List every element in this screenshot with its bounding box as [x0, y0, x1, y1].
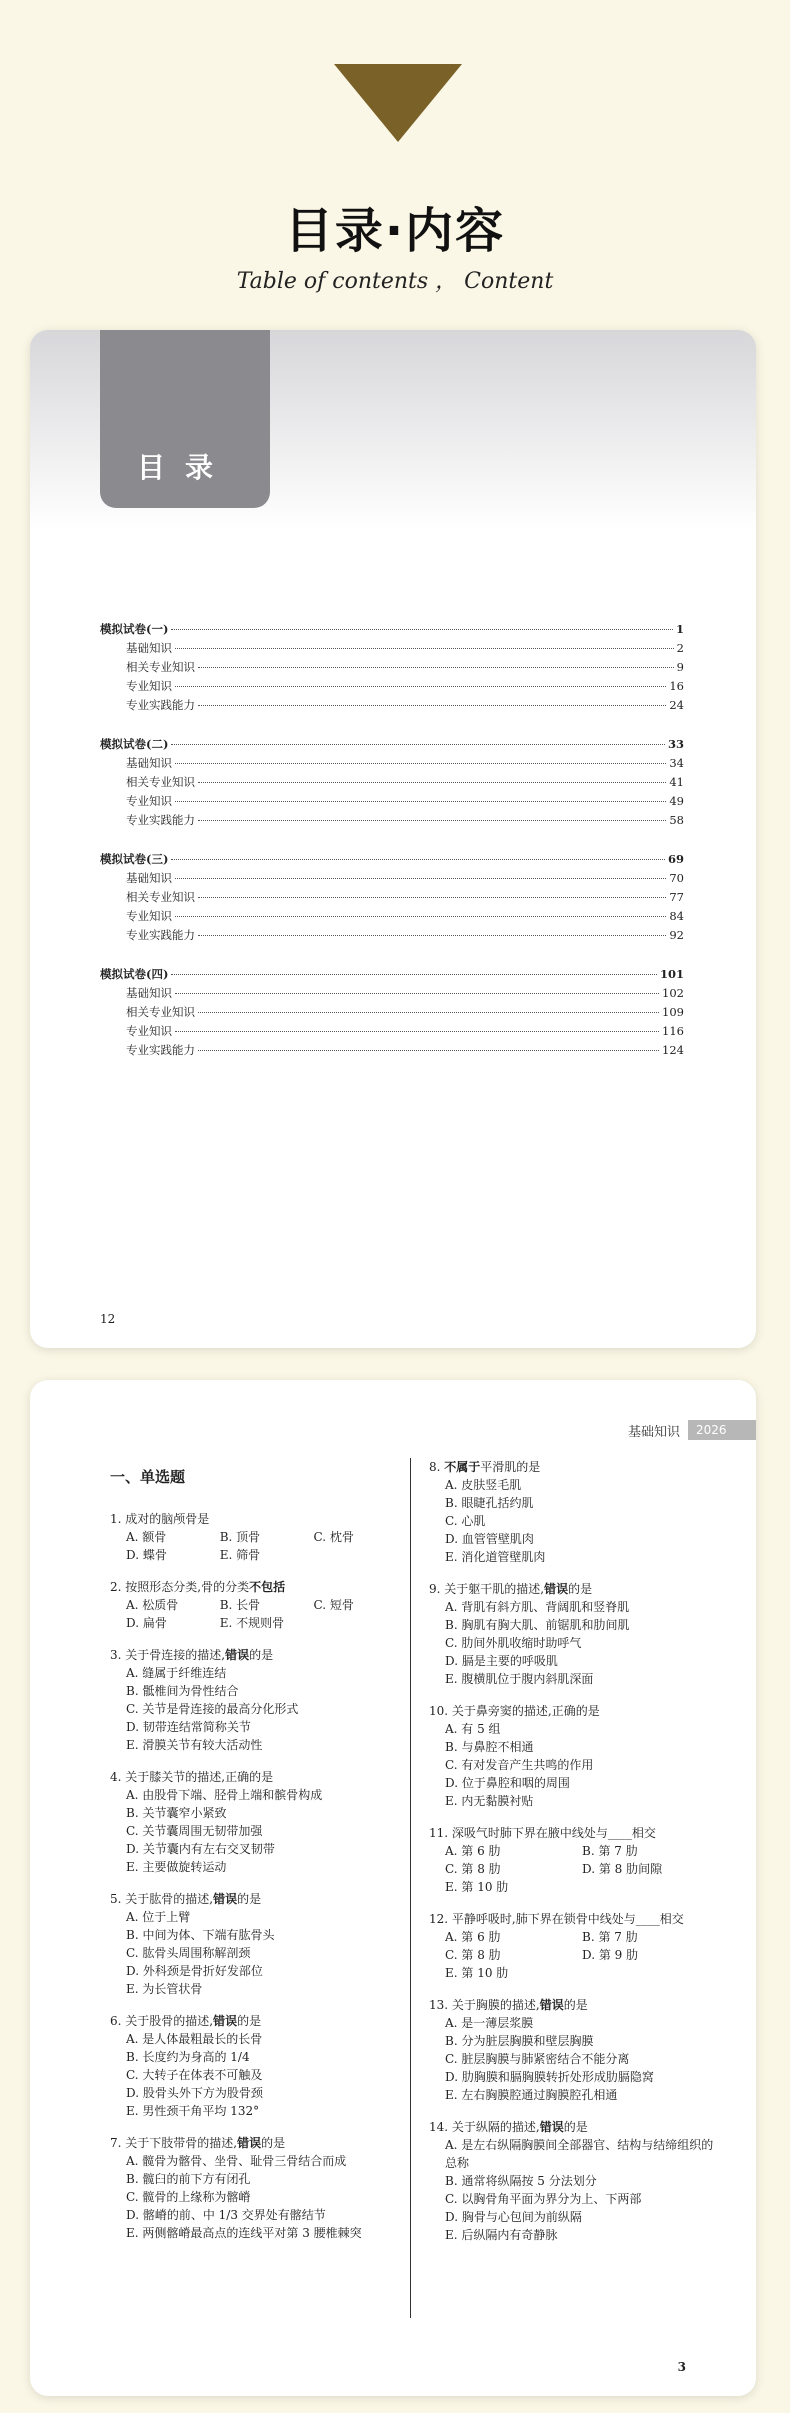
- question-options: [110, 1786, 410, 1876]
- toc-item-label: 基础知识: [126, 871, 172, 885]
- question-option: D. 股骨头外下方为股骨颈: [126, 2086, 263, 2100]
- toc-item-row: [100, 888, 684, 907]
- question-option: A. 有 5 组: [445, 1722, 501, 1736]
- running-header-year: 2026: [688, 1420, 756, 1440]
- toc-tab: [100, 330, 270, 508]
- toc-item-page: 92: [669, 928, 684, 942]
- question: [429, 2118, 719, 2244]
- question-text: [110, 1510, 410, 1528]
- question: [429, 1910, 719, 1982]
- question-option: B. 关节囊窄小紧致: [126, 1806, 227, 1820]
- question-option: A. 位于上臂: [126, 1910, 191, 1924]
- question-option: E. 滑膜关节有较大活动性: [126, 1738, 263, 1752]
- question-option: A. 背肌有斜方肌、背阔肌和竖脊肌: [445, 1600, 630, 1614]
- question-text: [110, 2134, 410, 2152]
- question-options: [110, 1596, 410, 1632]
- question-options: [429, 1720, 719, 1810]
- toc-section: [100, 850, 684, 945]
- question: [110, 2012, 410, 2120]
- toc-item-label: 专业实践能力: [126, 928, 195, 942]
- toc-leader: [175, 763, 666, 764]
- toc-section-page: 1: [675, 622, 684, 636]
- question-option: D. 关节囊内有左右交叉韧带: [126, 1842, 275, 1856]
- question-text: [429, 1580, 719, 1598]
- question: [429, 1824, 719, 1896]
- question-text-post: 的是: [237, 1892, 262, 1906]
- question-option: A. 额骨: [126, 1530, 167, 1544]
- question-option: E. 第 10 肋: [445, 1880, 509, 1894]
- question-option: B. 长度约为身高的 1/4: [126, 2050, 250, 2064]
- question-options: [429, 1842, 719, 1896]
- question-text: [110, 1646, 410, 1664]
- toc-item-row: [100, 1041, 684, 1060]
- running-header-label: 基础知识: [627, 1424, 680, 1440]
- question-text-post: 平滑肌的是: [480, 1460, 541, 1474]
- question-option: C. 枕骨: [313, 1530, 354, 1544]
- toc-section-title: 模拟试卷(二): [100, 737, 169, 751]
- toc-list: [100, 620, 684, 1080]
- question-option: B. 髋臼的前下方有闭孔: [126, 2172, 251, 2186]
- question-option: B. 与鼻腔不相通: [445, 1740, 534, 1754]
- question-text-emphasis: 错误: [539, 2120, 564, 2134]
- toc-item-page: 2: [676, 641, 684, 655]
- question-option: E. 内无黏膜衬贴: [445, 1794, 534, 1808]
- question-options: [429, 1476, 719, 1566]
- toc-item-label: 专业实践能力: [126, 813, 195, 827]
- question-text-post: 的是: [249, 1648, 274, 1662]
- question-option: E. 不规则骨: [219, 1616, 285, 1630]
- content-card: [30, 1380, 756, 2396]
- question-options: [429, 2014, 719, 2104]
- question-text: [429, 1910, 719, 1928]
- question-text-pre: 6. 关于股骨的描述,: [110, 2014, 214, 2028]
- left-column: [110, 1458, 410, 2256]
- question-options: [110, 2030, 410, 2120]
- toc-item-label: 基础知识: [126, 986, 172, 1000]
- question-option: B. 长骨: [219, 1598, 261, 1612]
- question-text-pre: 13. 关于胸膜的描述,: [429, 1998, 540, 2012]
- question-option: A. 髋骨为髂骨、坐骨、耻骨三骨结合而成: [126, 2154, 347, 2168]
- toc-section-row: [100, 850, 684, 869]
- question-options: [110, 1528, 410, 1564]
- question-option: C. 有对发音产生共鸣的作用: [445, 1758, 594, 1772]
- toc-item-label: 专业知识: [126, 679, 172, 693]
- question-text: [110, 1578, 410, 1596]
- toc-leader: [175, 648, 674, 649]
- toc-section-row: [100, 620, 684, 639]
- question-option: E. 消化道管壁肌肉: [445, 1550, 546, 1564]
- toc-leader: [175, 801, 666, 802]
- question-option: D. 血管管壁肌肉: [445, 1532, 534, 1546]
- toc-page-number: 12: [100, 1312, 116, 1326]
- question-option: D. 扁骨: [126, 1616, 167, 1630]
- toc-section-title: 模拟试卷(三): [100, 852, 169, 866]
- toc-item-page: 102: [662, 986, 684, 1000]
- question-options: [429, 2136, 719, 2244]
- question-text-pre: 10. 关于鼻旁窦的描述,正确的是: [429, 1704, 600, 1718]
- question-option: A. 第 6 肋: [445, 1844, 501, 1858]
- toc-item-row: [100, 754, 684, 773]
- question-option: E. 为长管状骨: [126, 1982, 203, 1996]
- toc-item-row: [100, 1022, 684, 1041]
- question-options: [110, 2152, 410, 2242]
- toc-leader: [175, 878, 666, 879]
- question-text-pre: 2. 按照形态分类,骨的分类: [110, 1580, 250, 1594]
- toc-item-row: [100, 1003, 684, 1022]
- question-option: B. 胸肌有胸大肌、前锯肌和肋间肌: [445, 1618, 630, 1632]
- question-option: D. 膈是主要的呼吸肌: [445, 1654, 558, 1668]
- toc-item-label: 专业知识: [126, 1024, 172, 1038]
- question: [429, 1702, 719, 1810]
- question-text-emphasis: 错误: [539, 1998, 564, 2012]
- toc-leader: [171, 629, 673, 630]
- toc-item-label: 专业知识: [126, 794, 172, 808]
- question-text-post: 的是: [237, 2014, 262, 2028]
- toc-leader: [198, 897, 666, 898]
- question-option: C. 肱骨头周围称解剖颈: [126, 1946, 251, 1960]
- toc-item-page: 16: [669, 679, 684, 693]
- toc-item-page: 58: [669, 813, 684, 827]
- question-option: C. 第 8 肋: [445, 1862, 501, 1876]
- question-option: C. 大转子在体表不可触及: [126, 2068, 263, 2082]
- question-text-emphasis: 不包括: [249, 1580, 286, 1594]
- question-option: C. 以胸骨角平面为界分为上、下两部: [445, 2192, 642, 2206]
- question-option: D. 韧带连结常简称关节: [126, 1720, 251, 1734]
- question-option: B. 中间为体、下端有肱骨头: [126, 1928, 275, 1942]
- question-option: A. 缝属于纤维连结: [126, 1666, 227, 1680]
- page-subtitle: Table of contents ， Content: [236, 269, 554, 294]
- section-heading: 一、单选题: [110, 1468, 186, 1486]
- question-option: A. 第 6 肋: [445, 1930, 501, 1944]
- toc-item-page: 109: [662, 1005, 684, 1019]
- toc-tab-label: 目录: [136, 451, 233, 484]
- question-option: B. 分为脏层胸膜和壁层胸膜: [445, 2034, 594, 2048]
- toc-item-row: [100, 696, 684, 715]
- toc-item-page: 124: [662, 1043, 684, 1057]
- question-option: B. 眼睫孔括约肌: [445, 1496, 534, 1510]
- question-text-emphasis: 错误: [544, 1582, 569, 1596]
- toc-item-page: 70: [669, 871, 684, 885]
- toc-leader: [175, 916, 666, 917]
- question-text-pre: 11. 深吸气时肺下界在腋中线处与____相交: [429, 1826, 656, 1840]
- toc-leader: [171, 974, 657, 975]
- question-text: [429, 2118, 719, 2136]
- question-option: A. 由股骨下端、胫骨上端和髌骨构成: [126, 1788, 323, 1802]
- question-option: C. 关节是骨连接的最高分化形式: [126, 1702, 299, 1716]
- question-option: D. 肋胸膜和膈胸膜转折处形成肋膈隐窝: [445, 2070, 654, 2084]
- toc-section: [100, 620, 684, 715]
- toc-section: [100, 965, 684, 1060]
- question-text-post: 的是: [563, 2120, 588, 2134]
- toc-leader: [171, 744, 665, 745]
- toc-item-page: 84: [669, 909, 684, 923]
- toc-item-row: [100, 792, 684, 811]
- question-option: E. 左右胸膜腔通过胸膜腔孔相通: [445, 2088, 618, 2102]
- question-option: B. 第 7 肋: [582, 1930, 638, 1944]
- toc-section-row: [100, 735, 684, 754]
- toc-item-row: [100, 639, 684, 658]
- question-option: D. 胸骨与心包间为前纵隔: [445, 2210, 582, 2224]
- question-option: B. 通常将纵隔按 5 分法划分: [445, 2174, 597, 2188]
- right-column: [410, 1458, 719, 2318]
- toc-leader: [198, 935, 666, 936]
- question-options: [429, 1598, 719, 1688]
- question-option: B. 第 7 肋: [582, 1844, 638, 1858]
- question: [429, 1458, 719, 1566]
- question-option: C. 第 8 肋: [445, 1948, 501, 1962]
- toc-leader: [198, 820, 666, 821]
- question-option: C. 脏层胸膜与肺紧密结合不能分离: [445, 2052, 630, 2066]
- toc-leader: [175, 1031, 659, 1032]
- question-text-pre: 4. 关于膝关节的描述,正确的是: [110, 1770, 274, 1784]
- question-option: D. 蝶骨: [126, 1548, 167, 1562]
- question-text: [110, 1768, 410, 1786]
- toc-item-page: 77: [669, 890, 684, 904]
- content-page-number: 3: [677, 2360, 686, 2374]
- toc-section: [100, 735, 684, 830]
- question: [110, 1890, 410, 1998]
- question-text: [429, 1996, 719, 2014]
- toc-item-row: [100, 984, 684, 1003]
- header-triangle-icon: [334, 64, 462, 142]
- toc-leader: [171, 859, 665, 860]
- question-option: A. 皮肤竖毛肌: [445, 1478, 522, 1492]
- question-option: A. 是左右纵隔胸膜间全部器官、结构与结缔组织的总称: [445, 2138, 714, 2170]
- running-header: [628, 1420, 756, 1440]
- question: [110, 1646, 410, 1754]
- toc-item-page: 116: [662, 1024, 684, 1038]
- question-option: C. 短骨: [313, 1598, 354, 1612]
- question-text-post: 的是: [568, 1582, 593, 1596]
- question-option: E. 两侧髂嵴最高点的连线平对第 3 腰椎棘突: [126, 2226, 362, 2240]
- toc-item-label: 相关专业知识: [126, 660, 195, 674]
- page-title: 目录·内容: [284, 203, 506, 259]
- question-option: E. 腹横肌位于腹内斜肌深面: [445, 1672, 594, 1686]
- toc-item-row: [100, 926, 684, 945]
- question-option: C. 肋间外肌收缩时助呼气: [445, 1636, 582, 1650]
- question-text-pre: 12. 平静呼吸时,肺下界在锁骨中线处与____相交: [429, 1912, 684, 1926]
- question-option: A. 是人体最粗最长的长骨: [126, 2032, 263, 2046]
- toc-section-page: 33: [667, 737, 684, 751]
- toc-item-label: 基础知识: [126, 756, 172, 770]
- question-text-post: 的是: [261, 2136, 286, 2150]
- question-option: D. 第 8 肋间隙: [582, 1862, 663, 1876]
- question-option: D. 位于鼻腔和咽的周围: [445, 1776, 570, 1790]
- toc-item-label: 专业实践能力: [126, 698, 195, 712]
- question-option: C. 心肌: [445, 1514, 486, 1528]
- toc-leader: [198, 705, 666, 706]
- question-text-pre: 3. 关于骨连接的描述,: [110, 1648, 226, 1662]
- toc-item-page: 49: [669, 794, 684, 808]
- toc-item-row: [100, 907, 684, 926]
- toc-item-page: 34: [669, 756, 684, 770]
- question-text: [110, 1890, 410, 1908]
- question: [110, 2134, 410, 2242]
- toc-item-page: 24: [669, 698, 684, 712]
- toc-item-page: 9: [676, 660, 684, 674]
- question-text-emphasis: 错误: [237, 2136, 262, 2150]
- question-option: A. 松质骨: [126, 1598, 179, 1612]
- toc-item-label: 相关专业知识: [126, 775, 195, 789]
- question: [110, 1578, 410, 1632]
- question-option: D. 外科颈是骨折好发部位: [126, 1964, 263, 1978]
- question: [429, 1996, 719, 2104]
- question-text-pre: 5. 关于肱骨的描述,: [110, 1892, 214, 1906]
- question-options: [110, 1908, 410, 1998]
- question-option: C. 髋骨的上缘称为髂嵴: [126, 2190, 251, 2204]
- question: [110, 1768, 410, 1876]
- question-text-pre: 7. 关于下肢带骨的描述,: [110, 2136, 238, 2150]
- toc-item-row: [100, 811, 684, 830]
- toc-section-title: 模拟试卷(一): [100, 622, 169, 636]
- question-text-emphasis: 不属于: [444, 1460, 481, 1474]
- toc-item-row: [100, 677, 684, 696]
- question-option: E. 第 10 肋: [445, 1966, 509, 1980]
- question-option: D. 第 9 肋: [582, 1948, 639, 1962]
- toc-item-label: 专业实践能力: [126, 1043, 195, 1057]
- question-options: [110, 1664, 410, 1754]
- toc-section-row: [100, 965, 684, 984]
- toc-item-row: [100, 869, 684, 888]
- question-text-emphasis: 错误: [213, 2014, 238, 2028]
- question-option: E. 主要做旋转运动: [126, 1860, 227, 1874]
- question: [110, 1510, 410, 1564]
- question-option: E. 男性颈干角平均 132°: [126, 2104, 260, 2118]
- toc-section-page: 101: [659, 967, 684, 981]
- question: [429, 1580, 719, 1688]
- question-option: D. 髂嵴的前、中 1/3 交界处有髂结节: [126, 2208, 326, 2222]
- toc-item-label: 相关专业知识: [126, 1005, 195, 1019]
- toc-item-label: 基础知识: [126, 641, 172, 655]
- toc-item-row: [100, 658, 684, 677]
- question-text-emphasis: 错误: [225, 1648, 250, 1662]
- toc-item-page: 41: [669, 775, 684, 789]
- question-text-pre: 1. 成对的脑颅骨是: [110, 1512, 210, 1526]
- question-text-pre: 14. 关于纵隔的描述,: [429, 2120, 540, 2134]
- toc-leader: [198, 1012, 659, 1013]
- question-option: A. 是一薄层浆膜: [445, 2016, 534, 2030]
- question-text-pre: 8.: [429, 1460, 445, 1474]
- question-text-emphasis: 错误: [213, 1892, 238, 1906]
- toc-leader: [198, 1050, 659, 1051]
- question-text: [110, 2012, 410, 2030]
- toc-card: [30, 330, 756, 1348]
- question-text-pre: 9. 关于躯干肌的描述,: [429, 1582, 545, 1596]
- question-text: [429, 1702, 719, 1720]
- toc-leader: [198, 667, 674, 668]
- question-text: [429, 1458, 719, 1476]
- toc-section-title: 模拟试卷(四): [100, 967, 169, 981]
- question-options: [429, 1928, 719, 1982]
- toc-item-row: [100, 773, 684, 792]
- question-option: E. 筛骨: [219, 1548, 261, 1562]
- toc-section-page: 69: [667, 852, 684, 866]
- toc-leader: [198, 782, 666, 783]
- question-option: E. 后纵隔内有奇静脉: [445, 2228, 558, 2242]
- question-text: [429, 1824, 719, 1842]
- toc-leader: [175, 993, 659, 994]
- toc-item-label: 专业知识: [126, 909, 172, 923]
- question-option: B. 骶椎间为骨性结合: [126, 1684, 239, 1698]
- toc-leader: [175, 686, 666, 687]
- question-option: B. 顶骨: [219, 1530, 261, 1544]
- toc-item-label: 相关专业知识: [126, 890, 195, 904]
- question-text-post: 的是: [563, 1998, 588, 2012]
- question-option: C. 关节囊周围无韧带加强: [126, 1824, 263, 1838]
